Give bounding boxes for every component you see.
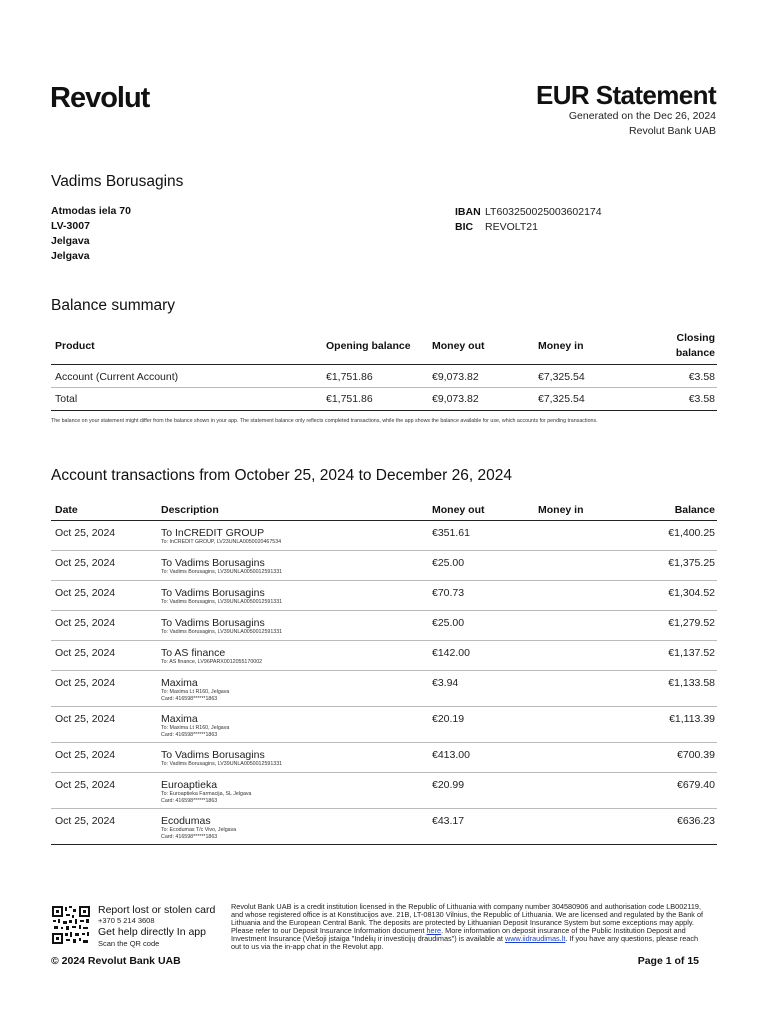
balance-note: The balance on your statement might differ from the balance shown in your app. The statement balance only reflects completed transactions, while the app shows the balance available for use, which accounts for pending transactions. xyxy=(51,418,598,424)
report-lost-card: Report lost or stolen card xyxy=(98,904,216,916)
help-in-app: Get help directly In app xyxy=(98,926,206,938)
bic-value: REVOLT21 xyxy=(485,221,538,233)
tx-money-out: €351.61 xyxy=(432,527,470,539)
tx-description: To Vadims Borusagins xyxy=(161,587,265,599)
balance-header-row xyxy=(51,330,717,364)
qr-code xyxy=(51,905,91,945)
transaction-row xyxy=(51,521,717,550)
col-closing-1: Closing xyxy=(676,332,715,344)
tx-balance: €1,279.52 xyxy=(668,617,715,629)
tx-money-out: €43.17 xyxy=(432,815,465,827)
tx-balance: €1,137.52 xyxy=(668,647,715,659)
support-phone: +370 5 214 3608 xyxy=(98,916,155,925)
tx-detail: To: AS finance, LV96PARX0012055170002 xyxy=(161,659,263,665)
tx-date: Oct 25, 2024 xyxy=(55,587,116,599)
tx-money-out: €3.94 xyxy=(432,677,459,689)
money-in: €7,325.54 xyxy=(538,371,585,383)
legal-part-1: Revolut Bank UAB is a credit institution licensed in the Republic of Lithuania with company number 304580906 and authorisation code LB002119, and whose registered office is at Konstitucijos ave. 21B, LT-08130 Vilnius, the Republic of Lithuania. We are licensed and regulated by the Bank of Lithuania and the European Central Bank. The deposits are protected by Lithuanian Deposit Insurance System but some exceptions may apply. Please refer to our Deposit Insurance Information document xyxy=(231,902,704,936)
tx-date: Oct 25, 2024 xyxy=(55,617,116,629)
tx-money-out: €70.73 xyxy=(432,587,465,599)
revolut-logo: Revolut xyxy=(50,82,150,114)
tx-description: To AS finance xyxy=(161,647,226,659)
tx-detail: To: Ecodumas T/c Vivo, Jelgava xyxy=(161,827,237,833)
copyright: © 2024 Revolut Bank UAB xyxy=(51,955,181,967)
iban-label: IBAN xyxy=(455,206,481,218)
tx-balance: €1,113.39 xyxy=(669,713,715,725)
tx-description: Ecodumas xyxy=(161,815,211,827)
tx-date: Oct 25, 2024 xyxy=(55,557,116,569)
tx-description: To Vadims Borusagins xyxy=(161,557,265,569)
tx-detail: To: Vadims Borusagins, LV39UNLA0050012591331 xyxy=(161,569,283,575)
address-line-3: Jelgava xyxy=(51,235,90,247)
closing-balance: €3.58 xyxy=(688,393,715,405)
tx-description: Maxima xyxy=(161,713,198,725)
tx-date: Oct 25, 2024 xyxy=(55,713,116,725)
tx-description: To InCREDIT GROUP xyxy=(161,527,265,539)
col-money-in: Money in xyxy=(538,340,584,352)
tx-balance: €636.23 xyxy=(677,815,715,827)
tx-money-out: €142.00 xyxy=(432,647,470,659)
tx-card: Card: 416598******1863 xyxy=(161,732,218,738)
tx-balance: €1,133.58 xyxy=(668,677,715,689)
tx-card: Card: 416598******1863 xyxy=(161,696,218,702)
tx-balance: €679.40 xyxy=(677,779,715,791)
col-closing-2: balance xyxy=(675,347,715,359)
divider xyxy=(51,410,717,411)
address-line-4: Jelgava xyxy=(51,250,90,262)
tx-detail: To: Vadims Borusagins, LV39UNLA0050012591331 xyxy=(161,629,283,635)
tx-detail: To: Euroaptieka Farmacija, SL Jelgava xyxy=(161,791,252,797)
tx-card: Card: 416598******1863 xyxy=(161,834,218,840)
transaction-row xyxy=(51,611,717,640)
legal-part-3: . If you have any questions, please reach out to us via the in-app chat in the Revolut app. xyxy=(231,934,699,952)
generated-date: Generated on the Dec 26, 2024 xyxy=(568,110,716,122)
opening-balance: €1,751.86 xyxy=(326,371,373,383)
iidraudimas-link[interactable]: www.iidraudimas.lt xyxy=(504,934,566,944)
money-out: €9,073.82 xyxy=(432,393,479,405)
transaction-row xyxy=(51,641,717,670)
legal-part-2: . More information on deposit insurance of the Public Institution Deposit and Investment Insurance (Viešoji įstaiga "Indėlių ir investicijų draudimas") is available at xyxy=(231,926,686,944)
transactions-table xyxy=(51,500,717,840)
tx-detail: To: Maxima Lt R160, Jelgava xyxy=(161,689,230,695)
legal-text xyxy=(231,903,709,952)
col-money-out: Money out xyxy=(432,504,485,516)
col-product: Product xyxy=(55,340,95,352)
money-in: €7,325.54 xyxy=(538,393,585,405)
opening-balance: €1,751.86 xyxy=(326,393,373,405)
money-out: €9,073.82 xyxy=(432,371,479,383)
tx-date: Oct 25, 2024 xyxy=(55,749,116,761)
bank-name: Revolut Bank UAB xyxy=(629,125,716,137)
transaction-row xyxy=(51,743,717,772)
tx-date: Oct 25, 2024 xyxy=(55,815,116,827)
scan-qr-text: Scan the QR code xyxy=(98,939,160,948)
bic-label: BIC xyxy=(455,221,474,233)
tx-card: Card: 416598******1863 xyxy=(161,798,218,804)
customer-name: Vadims Borusagins xyxy=(51,173,184,190)
tx-money-out: €20.19 xyxy=(432,713,465,725)
balance-summary-table xyxy=(51,330,717,410)
transaction-row xyxy=(51,581,717,610)
transaction-row xyxy=(51,671,717,706)
col-description: Description xyxy=(161,504,219,516)
tx-date: Oct 25, 2024 xyxy=(55,647,116,659)
tx-detail: To: Vadims Borusagins, LV39UNLA0050012591331 xyxy=(161,761,283,767)
tx-description: Euroaptieka xyxy=(161,779,218,791)
tx-description: Maxima xyxy=(161,677,198,689)
balance-summary-title: Balance summary xyxy=(51,297,176,314)
tx-money-out: €413.00 xyxy=(432,749,470,761)
transaction-row xyxy=(51,707,717,742)
deposit-insurance-link[interactable]: here xyxy=(426,926,442,936)
tx-balance: €1,375.25 xyxy=(668,557,715,569)
tx-money-out: €20.99 xyxy=(432,779,465,791)
tx-balance: €1,400.25 xyxy=(668,527,715,539)
product-name: Account (Current Account) xyxy=(55,371,179,383)
transactions-title: Account transactions from October 25, 2024 to December 26, 2024 xyxy=(51,467,512,484)
col-date: Date xyxy=(55,504,78,516)
tx-money-out: €25.00 xyxy=(432,557,465,569)
page-number: Page 1 of 15 xyxy=(637,955,699,967)
address-line-2: LV-3007 xyxy=(51,220,90,232)
address-line-1: Atmodas iela 70 xyxy=(51,205,131,217)
tx-date: Oct 25, 2024 xyxy=(55,527,116,539)
transaction-row xyxy=(51,551,717,580)
transactions-header-row xyxy=(51,500,717,520)
closing-balance: €3.58 xyxy=(688,371,715,383)
iban-value: LT603250025003602174 xyxy=(485,206,602,218)
tx-detail: To: Vadims Borusagins, LV39UNLA0050012591331 xyxy=(161,599,283,605)
col-money-out: Money out xyxy=(432,340,485,352)
balance-row-total xyxy=(51,388,717,410)
tx-detail: To: Maxima Lt R160, Jelgava xyxy=(161,725,230,731)
tx-date: Oct 25, 2024 xyxy=(55,677,116,689)
balance-row xyxy=(51,365,717,387)
tx-balance: €1,304.52 xyxy=(668,587,715,599)
col-money-in: Money in xyxy=(538,504,584,516)
statement-title: EUR Statement xyxy=(535,80,716,110)
transaction-row xyxy=(51,773,717,808)
col-balance: Balance xyxy=(674,504,715,516)
tx-money-out: €25.00 xyxy=(432,617,465,629)
tx-description: To Vadims Borusagins xyxy=(161,749,265,761)
col-opening-balance: Opening balance xyxy=(326,340,411,352)
tx-detail: To: InCREDIT GROUP, LV23UNLA0050020467534 xyxy=(161,539,282,545)
product-name: Total xyxy=(55,393,78,405)
tx-date: Oct 25, 2024 xyxy=(55,779,116,791)
divider xyxy=(51,844,717,845)
tx-balance: €700.39 xyxy=(677,749,715,761)
transaction-row xyxy=(51,809,717,844)
tx-description: To Vadims Borusagins xyxy=(161,617,265,629)
